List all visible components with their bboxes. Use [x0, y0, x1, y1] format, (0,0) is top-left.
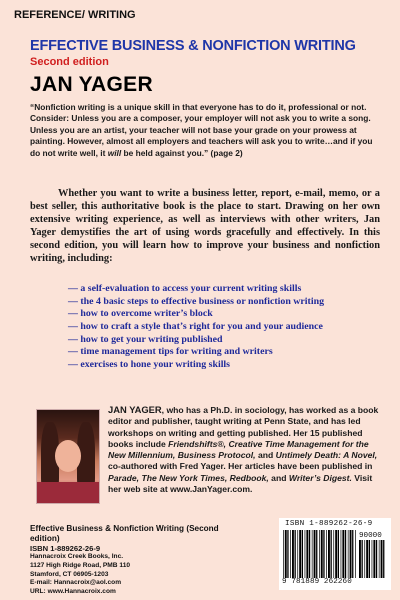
bio-text: and [268, 472, 289, 483]
imprint-url: URL: www.Hannacroix.com [30, 587, 116, 595]
imprint-email: E-mail: Hannacroix@aol.com [30, 579, 122, 587]
bio-author-name: JAN YAGER [108, 404, 162, 415]
imprint-isbn: ISBN 1-889262-26-9 [30, 544, 101, 553]
category-label: REFERENCE/ WRITING [14, 9, 136, 21]
barcode-price-code: 90000 [359, 532, 382, 540]
bio-italic: Writer’s Digest. [288, 472, 352, 483]
barcode-isbn: ISBN 1-889262-26-9 [285, 520, 373, 528]
bio-text: co-authored with Fred Yager. Her articles have been published in [108, 461, 373, 472]
bio-italic: Untimely Death: A Novel, [275, 450, 378, 461]
imprint-address-2: Stamford, CT 06905-1203 [30, 570, 109, 578]
addon-barcode-icon [359, 540, 385, 578]
bio-text: and [255, 450, 276, 461]
list-item: — time management tips for writing and writers [68, 346, 273, 358]
pull-quote [30, 102, 382, 159]
list-item: — how to craft a style that’s right for you and your audience [68, 321, 323, 333]
ean-barcode-icon [283, 530, 357, 578]
quote-text-1: “Nonfiction writing is a unique skill in that everyone has to do it, professional or not. Consider: Unless you are a composer, your employer will not ask you to write a song. Unless you are an artist, your teacher will not base your grade on your prowess at painting. However, almost all employers and teachers will ask you to write…and if you do not write well, it [30, 102, 373, 158]
barcode-digits: 9 781889 262260 [282, 578, 352, 586]
barcode [279, 518, 391, 590]
intro-paragraph: Whether you want to write a business letter, report, e-mail, memo, or a best seller, this authoritative book is the place to start. Drawing on her own extensive writing experience, as well as interviews with other writers, Jan Yager demystifies the art of using words gracefully and effectively. In this second edition, you will learn how to improve your business and nonfiction writing, including: [30, 188, 380, 265]
bio-text: , who has a Ph.D. in sociology, has worked as a book editor and publisher, taught writing at Penn State, and has led workshops on writing and getting published. Her 15 published books include [108, 405, 379, 449]
imprint-publisher: Hannacroix Creek Books, Inc. [30, 553, 124, 561]
bio-italic: Parade, The New York Times, Redbook, [108, 472, 269, 483]
bio-text: Visit her web site at www.JanYager.com. [108, 472, 373, 495]
bio-italic: Friendshifts®, Creative Time Management for the New Millennium, Business Protocol, [108, 438, 369, 461]
list-item: — exercises to hone your writing skills [68, 359, 231, 371]
author-bio [108, 404, 384, 495]
author-heading: JAN YAGER [30, 73, 153, 96]
book-title: EFFECTIVE BUSINESS & NONFICTION WRITING [30, 38, 356, 54]
quote-text-2: be held against you.” (page 2) [121, 147, 243, 158]
imprint-title: Effective Business & Nonfiction Writing (Second edition) [30, 524, 219, 543]
list-item: — how to overcome writer’s block [68, 308, 213, 320]
author-photo [36, 409, 100, 504]
list-item: — how to get your writing published [68, 333, 223, 345]
imprint-address-1: 1127 High Ridge Road, PMB 110 [30, 562, 131, 569]
feature-list [68, 283, 388, 372]
list-item: — a self-evaluation to access your current writing skills [68, 283, 302, 294]
imprint-block [30, 524, 230, 596]
quote-emphasis: will [107, 147, 122, 158]
list-item: — the 4 basic steps to effective business or nonfiction writing [68, 295, 325, 307]
edition-label: Second edition [30, 56, 109, 68]
